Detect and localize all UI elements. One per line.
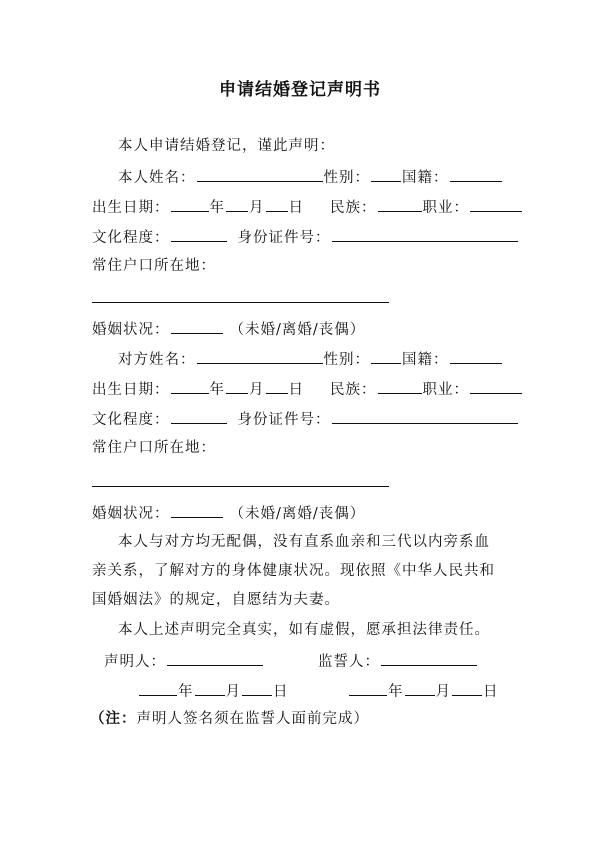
day-label: 日 bbox=[288, 200, 304, 216]
month-label: 月 bbox=[249, 200, 265, 216]
partner-birth-label: 出生日期： bbox=[92, 382, 170, 398]
self-name-field[interactable] bbox=[197, 166, 323, 182]
month-label: 月 bbox=[435, 684, 451, 700]
supervisor-row bbox=[318, 650, 478, 670]
intro-text: 本人申请结婚登记，谨此声明： bbox=[118, 138, 335, 154]
self-name-row bbox=[118, 166, 503, 186]
supervisor-date-row bbox=[348, 680, 499, 700]
supervisor-date-month-field[interactable] bbox=[405, 680, 435, 696]
partner-marital-row bbox=[92, 502, 365, 522]
self-ethnicity-label: 民族： bbox=[330, 200, 377, 216]
supervisor-label: 监誓人： bbox=[318, 654, 380, 670]
note-text: 声明人签名须在监誓人面前完成） bbox=[136, 711, 369, 727]
partner-education-label: 文化程度： bbox=[92, 412, 170, 428]
day-label: 日 bbox=[288, 382, 304, 398]
partner-occupation-label: 职业： bbox=[422, 382, 469, 398]
supervisor-date-day-field[interactable] bbox=[452, 680, 482, 696]
self-residence-label: 常住户口所在地： bbox=[92, 258, 216, 274]
partner-residence-label: 常住户口所在地： bbox=[92, 440, 216, 456]
partner-nationality-field[interactable] bbox=[450, 348, 502, 364]
supervisor-date-year-field[interactable] bbox=[349, 680, 387, 696]
self-name-label: 本人姓名： bbox=[118, 170, 196, 186]
self-occupation-field[interactable] bbox=[470, 196, 522, 212]
day-label: 日 bbox=[273, 684, 289, 700]
partner-marital-label: 婚姻状况： bbox=[92, 506, 170, 522]
partner-marital-options: （未婚/离婚/丧偶） bbox=[229, 506, 366, 522]
partner-ethnicity-label: 民族： bbox=[330, 382, 377, 398]
partner-name-row bbox=[118, 348, 503, 368]
partner-nationality-label: 国籍： bbox=[402, 352, 449, 368]
self-gender-label: 性别： bbox=[323, 170, 370, 186]
declarant-label: 声明人： bbox=[104, 654, 166, 670]
self-residence-field[interactable] bbox=[92, 302, 389, 303]
day-label: 日 bbox=[483, 684, 499, 700]
partner-name-label: 对方姓名： bbox=[118, 352, 196, 368]
truth-statement: 本人上述声明完全真实，如有虚假，愿承担法律责任。 bbox=[118, 622, 490, 638]
partner-birth-year-field[interactable] bbox=[171, 378, 209, 394]
self-gender-field[interactable] bbox=[371, 166, 401, 182]
partner-gender-label: 性别： bbox=[323, 352, 370, 368]
partner-gender-field[interactable] bbox=[371, 348, 401, 364]
declarant-date-day-field[interactable] bbox=[242, 680, 272, 696]
self-marital-options: （未婚/离婚/丧偶） bbox=[229, 322, 366, 338]
self-marital-field[interactable] bbox=[171, 318, 223, 334]
month-label: 月 bbox=[249, 382, 265, 398]
supervisor-signature-field[interactable] bbox=[381, 650, 477, 666]
declarant-signature-field[interactable] bbox=[167, 650, 263, 666]
self-id-label: 身份证件号： bbox=[237, 230, 331, 246]
year-label: 年 bbox=[209, 200, 225, 216]
partner-education-field[interactable] bbox=[171, 408, 227, 424]
partner-marital-field[interactable] bbox=[171, 502, 223, 518]
year-label: 年 bbox=[388, 684, 404, 700]
note-row bbox=[90, 709, 369, 729]
statement-line-1: 本人与对方均无配偶，没有直系血亲和三代以内旁系血 bbox=[118, 534, 490, 550]
declarant-row bbox=[104, 650, 264, 670]
partner-residence-field[interactable] bbox=[92, 486, 389, 487]
year-label: 年 bbox=[178, 684, 194, 700]
declarant-date-row bbox=[138, 680, 289, 700]
month-label: 月 bbox=[225, 684, 241, 700]
partner-id-row bbox=[92, 408, 519, 428]
self-birth-label: 出生日期： bbox=[92, 200, 170, 216]
partner-ethnicity-field[interactable] bbox=[378, 378, 422, 394]
declarant-date-year-field[interactable] bbox=[139, 680, 177, 696]
self-nationality-field[interactable] bbox=[450, 166, 502, 182]
self-birth-year-field[interactable] bbox=[171, 196, 209, 212]
partner-birth-row bbox=[92, 378, 523, 398]
self-birth-row bbox=[92, 196, 523, 216]
self-id-field[interactable] bbox=[332, 226, 518, 242]
self-ethnicity-field[interactable] bbox=[378, 196, 422, 212]
partner-id-label: 身份证件号： bbox=[237, 412, 331, 428]
document-title: 申请结婚登记声明书 bbox=[219, 80, 381, 100]
self-birth-month-field[interactable] bbox=[226, 196, 248, 212]
self-birth-day-field[interactable] bbox=[266, 196, 288, 212]
self-occupation-label: 职业： bbox=[422, 200, 469, 216]
self-marital-row bbox=[92, 318, 365, 338]
partner-birth-month-field[interactable] bbox=[226, 378, 248, 394]
statement-line-2: 亲关系，了解对方的身体健康状况。现依照《中华人民共和 bbox=[92, 563, 495, 579]
statement-line-3: 国婚姻法》的规定，自愿结为夫妻。 bbox=[92, 592, 340, 608]
declarant-date-month-field[interactable] bbox=[195, 680, 225, 696]
self-id-row bbox=[92, 226, 519, 246]
partner-occupation-field[interactable] bbox=[470, 378, 522, 394]
self-nationality-label: 国籍： bbox=[402, 170, 449, 186]
self-marital-label: 婚姻状况： bbox=[92, 322, 170, 338]
note-prefix: （注： bbox=[90, 710, 137, 727]
partner-birth-day-field[interactable] bbox=[266, 378, 288, 394]
self-education-label: 文化程度： bbox=[92, 230, 170, 246]
partner-id-field[interactable] bbox=[332, 408, 518, 424]
year-label: 年 bbox=[209, 382, 225, 398]
self-education-field[interactable] bbox=[171, 226, 227, 242]
partner-name-field[interactable] bbox=[197, 348, 323, 364]
